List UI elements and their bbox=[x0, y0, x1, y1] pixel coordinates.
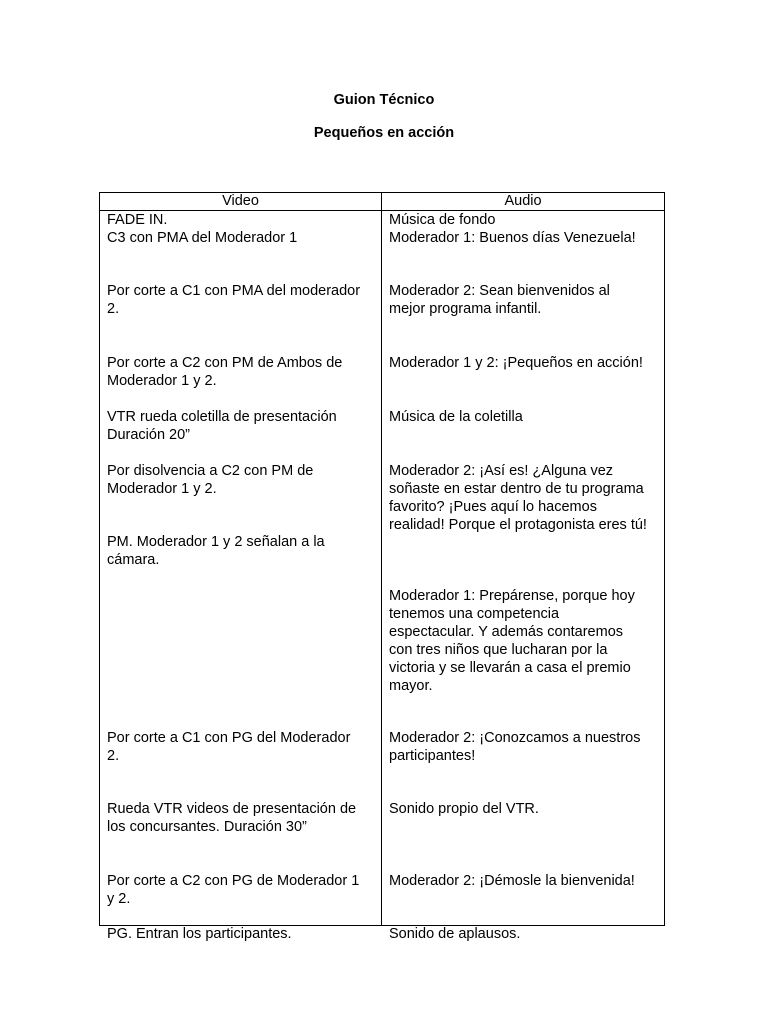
video-column-header: Video bbox=[100, 193, 382, 211]
audio-entry: Moderador 2: ¡Démosle la bienvenida! bbox=[389, 873, 635, 889]
audio-entry: Sonido de aplausos. bbox=[389, 926, 521, 942]
video-entry: Por corte a C1 con PG del Moderador 2. bbox=[107, 730, 351, 764]
table-body-row bbox=[100, 211, 665, 926]
video-entry: VTR rueda coletilla de presentación Duración 20” bbox=[107, 409, 337, 443]
audio-entry: Música de la coletilla bbox=[389, 409, 523, 425]
video-entry: Rueda VTR videos de presentación de los concursantes. Duración 30” bbox=[107, 801, 357, 835]
audio-entry: Moderador 2: ¡Conozcamos a nuestros participantes! bbox=[389, 730, 641, 764]
audio-entry: Sonido propio del VTR. bbox=[389, 801, 539, 817]
video-entry: Por corte a C2 con PG de Moderador 1 y 2. bbox=[107, 873, 360, 907]
audio-entry: Moderador 1: Prepárense, porque hoy tenemos una competencia espectacular. Y además contaremos con tres niños que lucharan por la victoria y se llevarán a casa el premio mayor. bbox=[389, 588, 635, 694]
document-title: Guion Técnico bbox=[333, 92, 435, 108]
audio-entry: Moderador 2: ¡Así es! ¿Alguna vez soñaste en estar dentro de tu programa favorito? ¡Pues aquí lo hacemos realidad! Porque el protagonista eres tú! bbox=[389, 463, 647, 533]
script-table bbox=[99, 192, 665, 942]
video-entry: PM. Moderador 1 y 2 señalan a la cámara. bbox=[107, 534, 325, 568]
video-entry: Por disolvencia a C2 con PM de Moderador 1 y 2. bbox=[107, 463, 314, 497]
audio-entry: Moderador 2: Sean bienvenidos al mejor programa infantil. bbox=[389, 283, 610, 317]
audio-column-header: Audio bbox=[382, 193, 665, 211]
video-column bbox=[100, 211, 382, 942]
table-header-row bbox=[100, 193, 665, 211]
document-subtitle: Pequeños en acción bbox=[313, 125, 455, 141]
audio-column bbox=[382, 211, 665, 942]
video-entry: FADE IN. C3 con PMA del Moderador 1 bbox=[107, 212, 298, 246]
video-entry: PG. Entran los participantes. bbox=[107, 926, 292, 942]
audio-entry: Música de fondo Moderador 1: Buenos días Venezuela! bbox=[389, 212, 636, 246]
video-entry: Por corte a C1 con PMA del moderador 2. bbox=[107, 283, 361, 317]
video-entry: Por corte a C2 con PM de Ambos de Moderador 1 y 2. bbox=[107, 355, 343, 389]
audio-entry: Moderador 1 y 2: ¡Pequeños en acción! bbox=[389, 355, 643, 371]
